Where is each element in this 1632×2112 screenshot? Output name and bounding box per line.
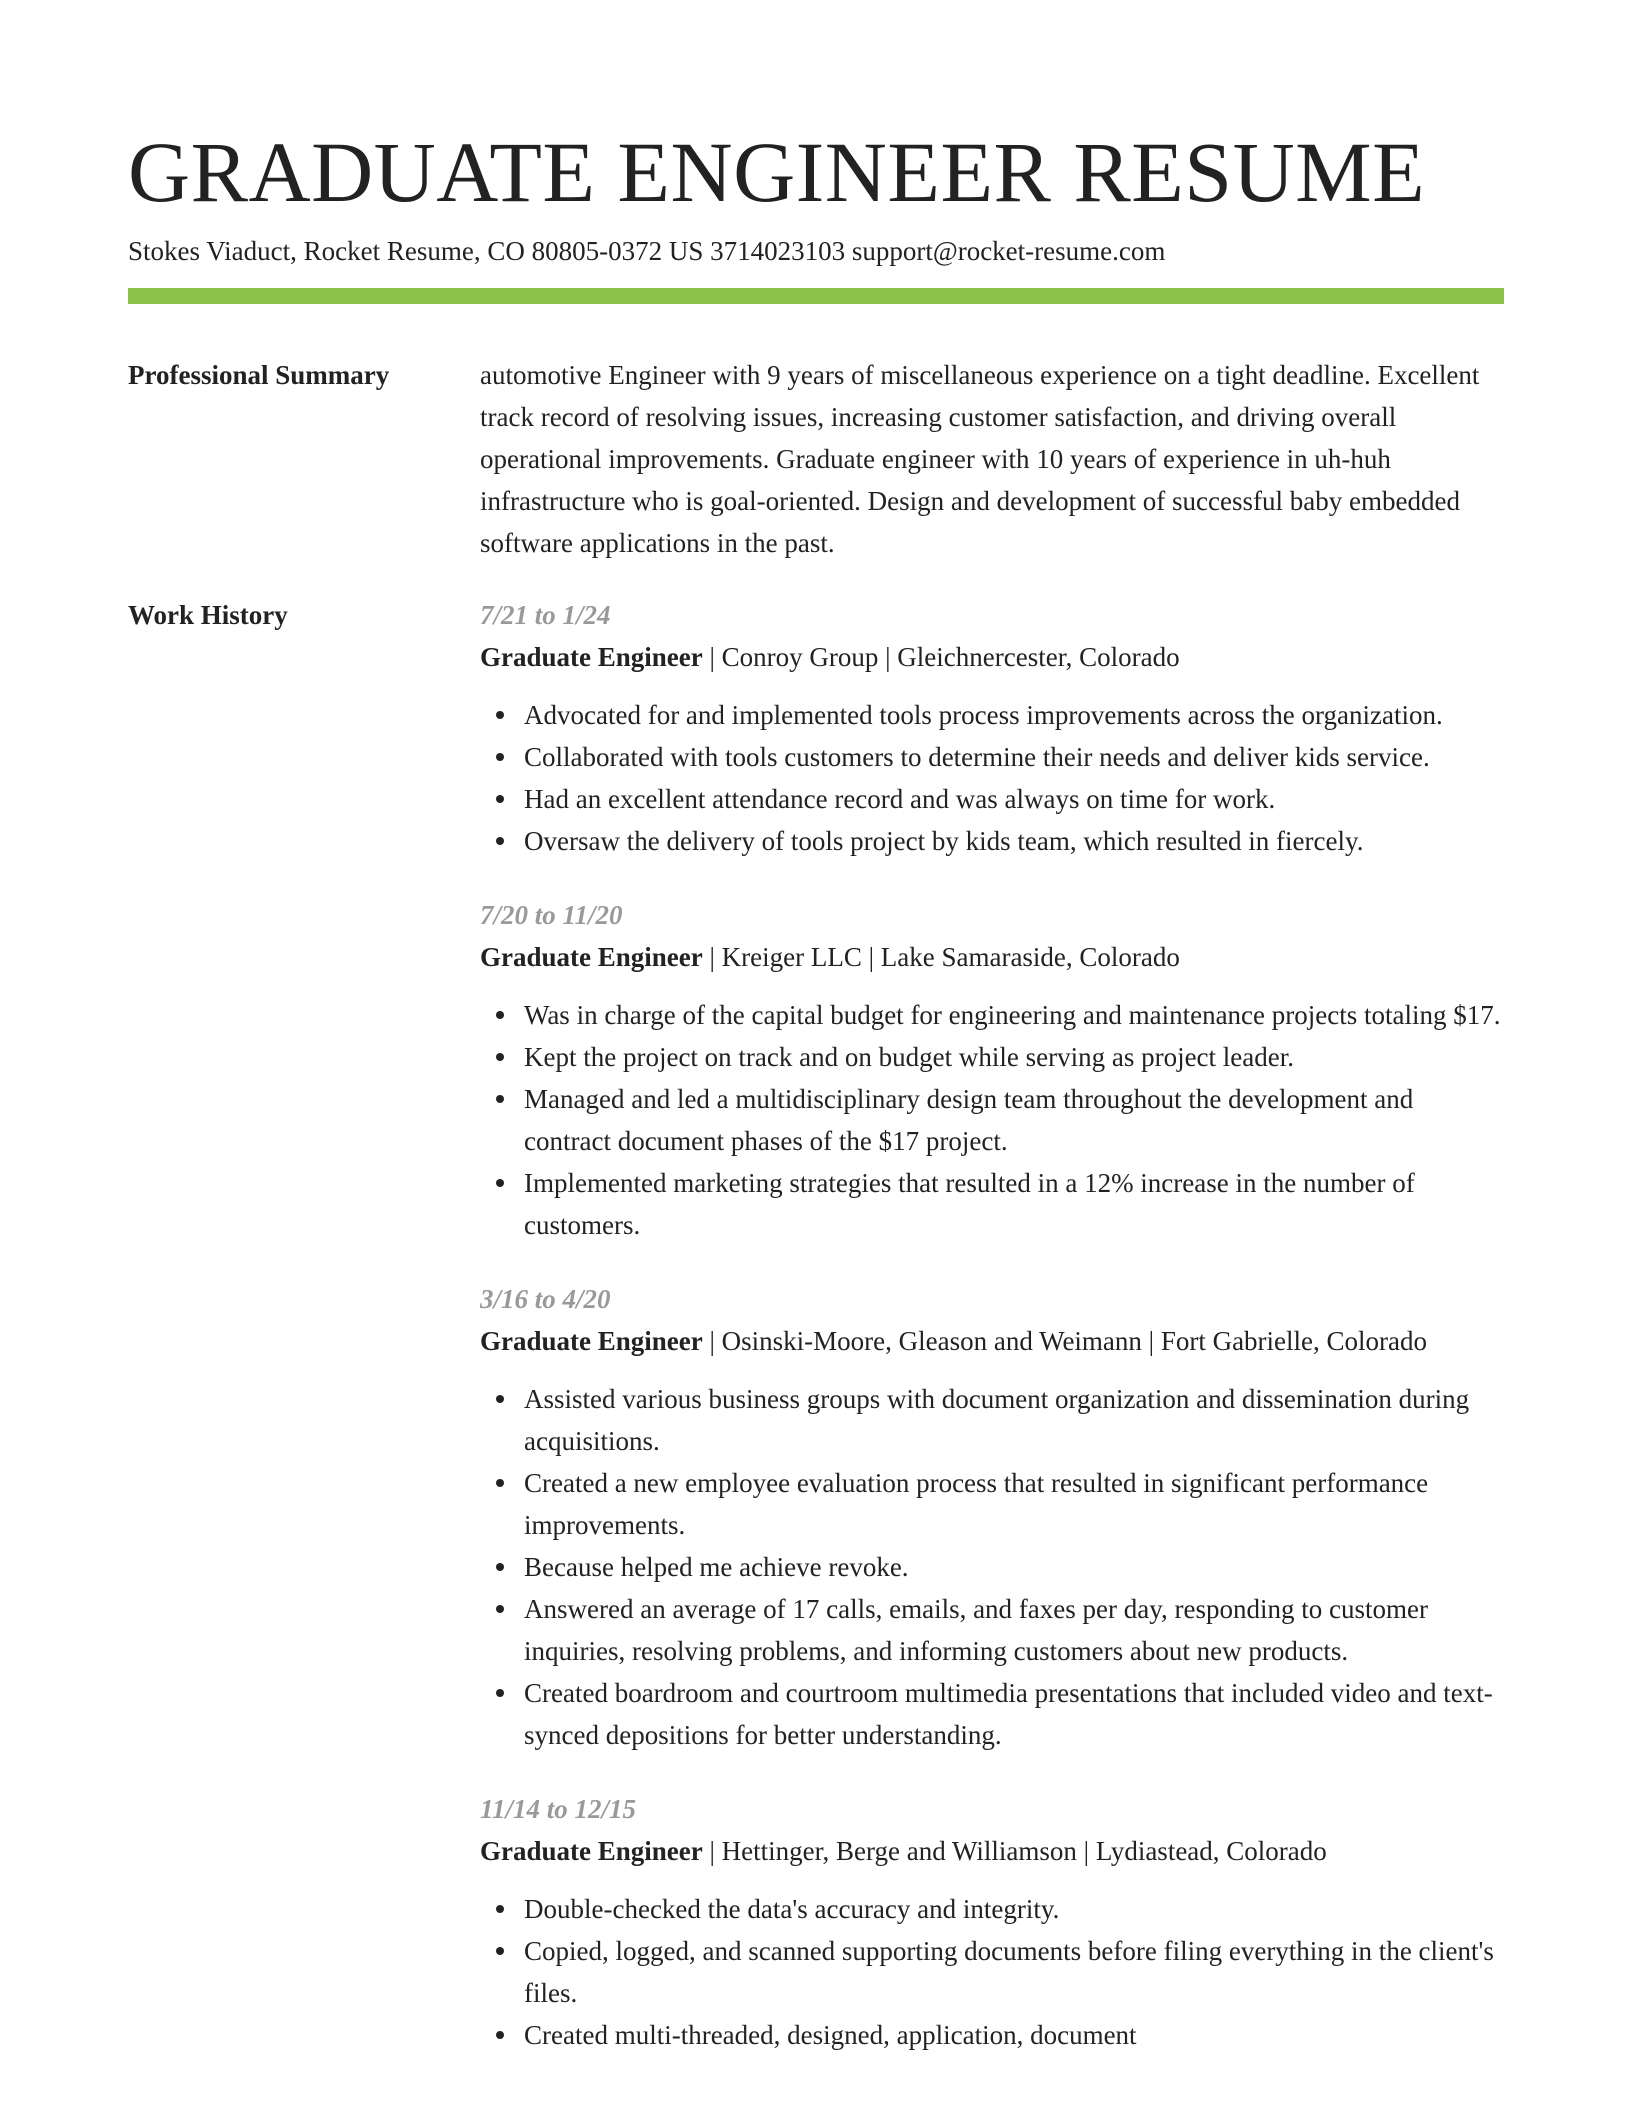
job-bullet: Assisted various business groups with document organization and dissemination during acquisitions. <box>524 1378 1504 1462</box>
job-bullet: Had an excellent attendance record and was always on time for work. <box>524 778 1504 820</box>
job-entry <box>480 594 1504 862</box>
job-entry <box>480 1278 1504 1756</box>
job-dates: 11/14 to 12/15 <box>480 1794 637 1824</box>
job-bullet: Copied, logged, and scanned supporting documents before filing everything in the client's files. <box>524 1930 1504 2014</box>
job-bullet: Answered an average of 17 calls, emails, and faxes per day, responding to customer inquiries, resolving problems, and informing customers about new products. <box>524 1588 1504 1672</box>
job-heading <box>480 636 1504 678</box>
job-bullet: Because helped me achieve revoke. <box>524 1546 1504 1588</box>
job-details: | Conroy Group | Gleichnercester, Colorado <box>702 642 1180 672</box>
job-bullet: Implemented marketing strategies that resulted in a 12% increase in the number of customers. <box>524 1162 1504 1246</box>
job-heading <box>480 1320 1504 1362</box>
job-dates: 7/20 to 11/20 <box>480 900 623 930</box>
job-bullets <box>480 1888 1504 2056</box>
section-label-summary: Professional Summary <box>128 360 390 390</box>
job-bullet: Double-checked the data's accuracy and integrity. <box>524 1888 1504 1930</box>
job-title: Graduate Engineer <box>480 1836 703 1866</box>
job-bullet: Created a new employee evaluation process that resulted in significant performance improvements. <box>524 1462 1504 1546</box>
job-bullet: Kept the project on track and on budget while serving as project leader. <box>524 1036 1504 1078</box>
job-title: Graduate Engineer <box>480 642 703 672</box>
job-bullets <box>480 1378 1504 1756</box>
job-entry <box>480 1788 1504 2056</box>
job-title: Graduate Engineer <box>480 942 703 972</box>
summary-text: automotive Engineer with 9 years of miscellaneous experience on a tight deadline. Excellent track record of resolving issues, increasing customer satisfaction, and driving overall operational improvements. Graduate engineer with 10 years of experience in uh-huh infrastructure who is goal-oriented. Design and development of successful baby embedded software applications in the past. <box>480 360 1480 558</box>
job-list <box>480 594 1504 2088</box>
job-bullet: Was in charge of the capital budget for engineering and maintenance projects totaling $17. <box>524 994 1504 1036</box>
job-details: | Hettinger, Berge and Williamson | Lydiastead, Colorado <box>702 1836 1327 1866</box>
job-heading <box>480 936 1504 978</box>
professional-summary-section <box>128 354 1504 564</box>
resume-title: GRADUATE ENGINEER RESUME <box>128 124 1426 220</box>
section-label-work-history: Work History <box>128 600 288 630</box>
job-title: Graduate Engineer <box>480 1326 703 1356</box>
job-bullet: Advocated for and implemented tools process improvements across the organization. <box>524 694 1504 736</box>
job-bullet: Created boardroom and courtroom multimedia presentations that included video and text-synced depositions for better understanding. <box>524 1672 1504 1756</box>
job-details: | Kreiger LLC | Lake Samaraside, Colorado <box>702 942 1180 972</box>
contact-info: Stokes Viaduct, Rocket Resume, CO 80805-0372 US 3714023103 support@rocket-resume.com <box>128 236 1166 266</box>
job-entry <box>480 894 1504 1246</box>
job-bullet: Created multi-threaded, designed, application, document <box>524 2014 1504 2056</box>
job-details: | Osinski-Moore, Gleason and Weimann | Fort Gabrielle, Colorado <box>702 1326 1428 1356</box>
job-bullets <box>480 694 1504 862</box>
resume-page <box>128 0 1504 2088</box>
job-bullets <box>480 994 1504 1246</box>
accent-divider <box>128 288 1504 304</box>
job-dates: 7/21 to 1/24 <box>480 600 611 630</box>
job-dates: 3/16 to 4/20 <box>480 1284 611 1314</box>
job-bullet: Collaborated with tools customers to determine their needs and deliver kids service. <box>524 736 1504 778</box>
job-bullet: Oversaw the delivery of tools project by kids team, which resulted in fiercely. <box>524 820 1504 862</box>
work-history-section <box>128 594 1504 2088</box>
job-bullet: Managed and led a multidisciplinary design team throughout the development and contract document phases of the $17 project. <box>524 1078 1504 1162</box>
job-heading <box>480 1830 1504 1872</box>
